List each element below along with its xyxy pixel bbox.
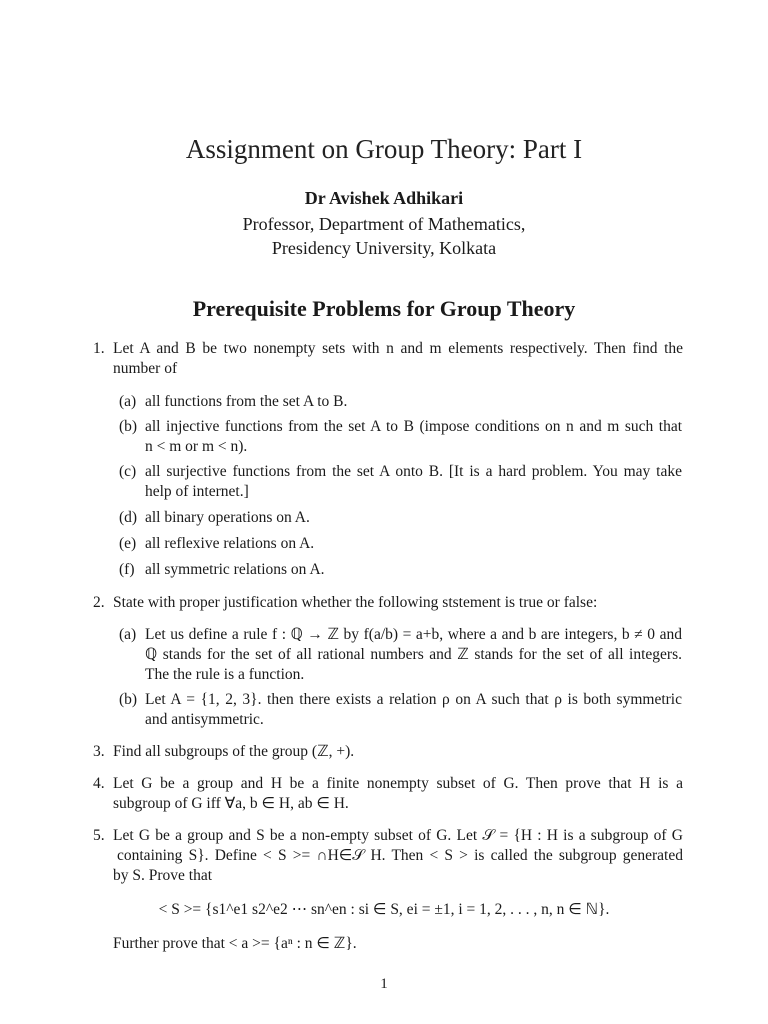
section-title: Prerequisite Problems for Group Theory bbox=[192, 296, 576, 321]
problem-text-line: Further prove that < a >= {aⁿ : n ∈ ℤ}. bbox=[113, 935, 357, 952]
problem-text-line: Find all subgroups of the group (ℤ, +). bbox=[113, 743, 355, 760]
problem-text-line: number of bbox=[113, 360, 178, 377]
part-text-line: ℚ stands for the set of all rational numbers and ℤ stands for the set of all integers. bbox=[145, 646, 682, 663]
part-text-line: help of internet.] bbox=[145, 483, 249, 500]
part-label: (f) bbox=[119, 561, 135, 578]
author-name: Dr Avishek Adhikari bbox=[304, 188, 464, 208]
problem-text-line: subgroup of G iff ∀a, b ∈ H, ab ∈ H. bbox=[113, 795, 349, 812]
part-text-line: The the rule is a function. bbox=[145, 666, 305, 683]
problem-text-line: containing S}. Define < S >= ∩H∈𝒮 H. Then < S > is called the subgroup generated bbox=[117, 847, 683, 864]
problem-text-line: Let A and B be two nonempty sets with n and m elements respectively. Then find the bbox=[113, 340, 683, 357]
part-text-line: all functions from the set A to B. bbox=[145, 393, 348, 410]
problem-text-line: Let G be a group and S be a non-empty subset of G. Let 𝒮 = {H : H is a subgroup of G bbox=[113, 827, 683, 844]
problem-number: 4. bbox=[93, 775, 105, 792]
part-label: (c) bbox=[119, 463, 137, 480]
problem-text-line: State with proper justification whether the following ststement is true or false: bbox=[113, 594, 598, 611]
part-label: (e) bbox=[119, 535, 137, 552]
generated-subgroup-formula: < S >= {s1^e1 s2^e2 ⋯ sn^en : si ∈ S, ei = ±1, i = 1, 2, . . . , n, n ∈ ℕ}. bbox=[158, 901, 610, 918]
problem-number: 5. bbox=[93, 827, 105, 844]
part-text-line: n < m or m < n). bbox=[145, 438, 248, 455]
document-title: Assignment on Group Theory: Part I bbox=[185, 134, 583, 164]
part-text-line: all binary operations on A. bbox=[145, 509, 310, 526]
part-text-line: all injective functions from the set A to B (impose conditions on n and m such that bbox=[145, 418, 682, 435]
problem-number: 1. bbox=[93, 340, 105, 357]
part-text-line: Let A = {1, 2, 3}. then there exists a relation ρ on A such that ρ is both symmetric bbox=[145, 691, 682, 708]
part-text-line: all symmetric relations on A. bbox=[145, 561, 325, 578]
part-label: (b) bbox=[119, 691, 138, 708]
part-text-line: and antisymmetric. bbox=[145, 711, 264, 728]
part-text-line: all surjective functions from the set A onto B. [It is a hard problem. You may take bbox=[145, 463, 682, 480]
part-text-line: Let us define a rule f : ℚ → ℤ by f(a/b) = a+b, where a and b are integers, b ≠ 0 and bbox=[145, 626, 682, 643]
part-label: (b) bbox=[119, 418, 138, 435]
affiliation-line-1: Professor, Department of Mathematics, bbox=[242, 214, 526, 234]
part-label: (a) bbox=[119, 393, 137, 410]
part-label: (d) bbox=[119, 509, 138, 526]
affiliation-line-2: Presidency University, Kolkata bbox=[271, 238, 497, 258]
problem-text-line: Let G be a group and H be a finite nonempty subset of G. Then prove that H is a bbox=[113, 775, 683, 792]
problem-text-line: by S. Prove that bbox=[113, 867, 213, 884]
problem-number: 3. bbox=[93, 743, 105, 760]
part-text-line: all reflexive relations on A. bbox=[145, 535, 315, 552]
page-number: 1 bbox=[380, 976, 388, 992]
problem-number: 2. bbox=[93, 594, 105, 611]
part-label: (a) bbox=[119, 626, 137, 643]
